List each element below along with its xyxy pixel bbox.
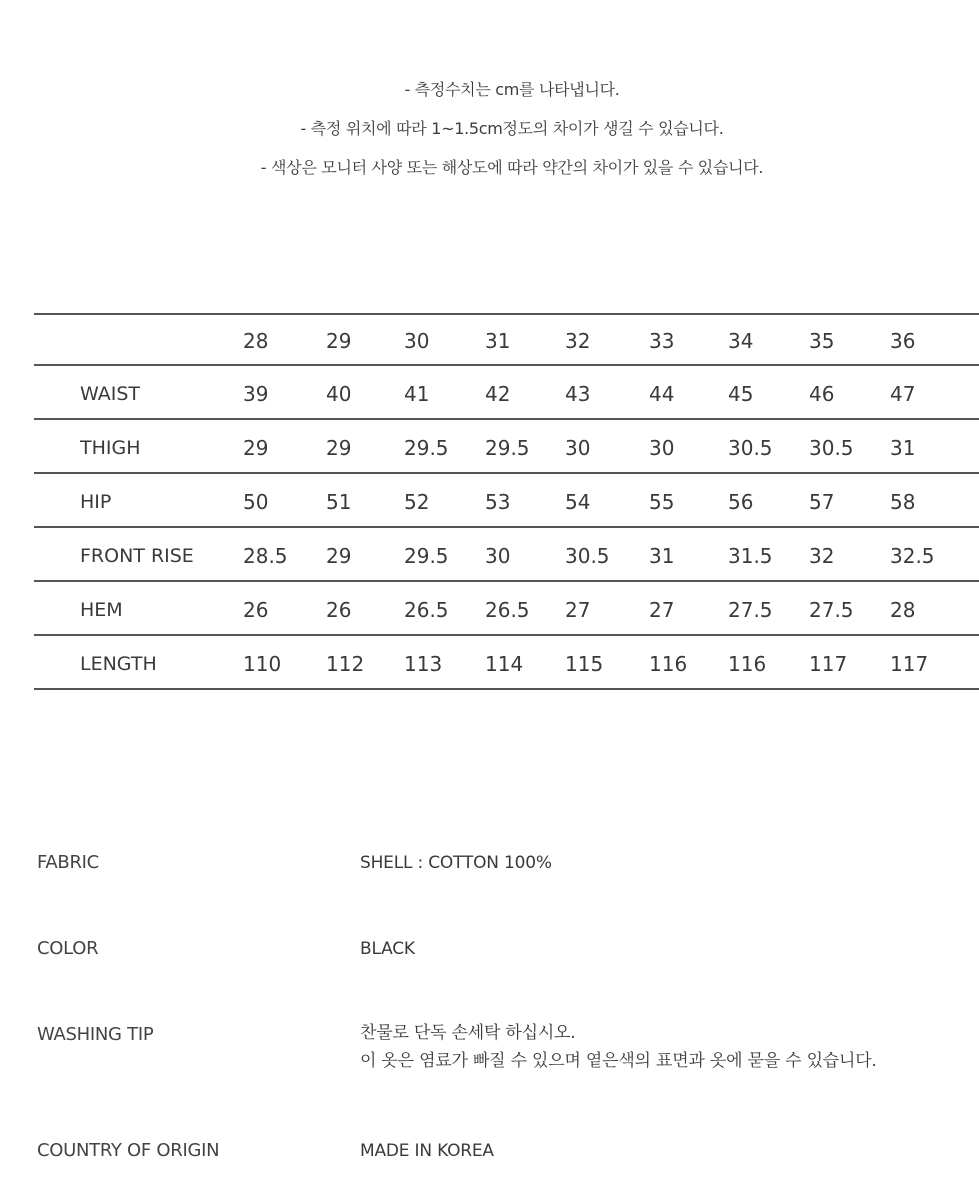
- measurement-row: [34, 527, 979, 581]
- note-line: - 색상은 모니터 사양 또는 해상도에 따라 약간의 차이가 있을 수 있습니다.: [260, 158, 764, 177]
- size-header-cell: 35: [809, 314, 890, 365]
- measurement-value: 27.5: [809, 581, 890, 635]
- fabric-label: FABRIC: [37, 852, 99, 873]
- measurement-value: 116: [728, 635, 809, 689]
- measurement-value: 32.5: [890, 527, 979, 581]
- measurement-value: 45: [728, 365, 809, 419]
- washing-label: WASHING TIP: [37, 1024, 154, 1045]
- measurement-value: 53: [485, 473, 565, 527]
- measurement-value: 56: [728, 473, 809, 527]
- measurement-value: 52: [404, 473, 485, 527]
- measurement-value: 112: [326, 635, 404, 689]
- measurement-label: THIGH: [34, 419, 243, 473]
- measurement-value: 29: [326, 419, 404, 473]
- measurement-value: 27.5: [728, 581, 809, 635]
- measurement-row: [34, 419, 979, 473]
- measurement-row: [34, 473, 979, 527]
- measurement-value: 42: [485, 365, 565, 419]
- measurement-value: 29: [326, 527, 404, 581]
- measurement-value: 27: [649, 581, 728, 635]
- measurement-value: 30: [485, 527, 565, 581]
- measurement-row: [34, 581, 979, 635]
- measurement-label: HIP: [34, 473, 243, 527]
- measurement-value: 29.5: [485, 419, 565, 473]
- measurement-notes: [0, 70, 979, 187]
- size-header-cell: 28: [243, 314, 326, 365]
- measurement-value: 110: [243, 635, 326, 689]
- measurement-value: 29: [243, 419, 326, 473]
- header-corner-cell: [34, 314, 243, 365]
- measurement-value: 115: [565, 635, 649, 689]
- measurement-value: 29.5: [404, 527, 485, 581]
- measurement-label: WAIST: [34, 365, 243, 419]
- measurement-value: 43: [565, 365, 649, 419]
- measurement-value: 30.5: [565, 527, 649, 581]
- size-header-cell: 29: [326, 314, 404, 365]
- measurement-value: 31.5: [728, 527, 809, 581]
- measurement-value: 26: [243, 581, 326, 635]
- fabric-value: SHELL : COTTON 100%: [360, 853, 552, 873]
- origin-value: MADE IN KOREA: [360, 1141, 494, 1161]
- measurement-value: 26.5: [404, 581, 485, 635]
- measurement-value: 30.5: [728, 419, 809, 473]
- measurement-value: 57: [809, 473, 890, 527]
- measurement-value: 39: [243, 365, 326, 419]
- measurement-value: 116: [649, 635, 728, 689]
- measurement-value: 44: [649, 365, 728, 419]
- measurement-row: [34, 635, 979, 689]
- measurement-value: 117: [809, 635, 890, 689]
- measurement-value: 29.5: [404, 419, 485, 473]
- color-value: BLACK: [360, 939, 415, 959]
- measurement-value: 30: [565, 419, 649, 473]
- measurement-value: 40: [326, 365, 404, 419]
- size-header-cell: 34: [728, 314, 809, 365]
- note-line: - 측정수치는 cm를 나타냅니다.: [404, 80, 620, 99]
- measurement-value: 51: [326, 473, 404, 527]
- measurement-value: 32: [809, 527, 890, 581]
- measurement-value: 27: [565, 581, 649, 635]
- note-line: - 측정 위치에 따라 1~1.5cm정도의 차이가 생길 수 있습니다.: [300, 119, 724, 138]
- measurement-value: 30: [649, 419, 728, 473]
- measurement-value: 117: [890, 635, 979, 689]
- measurement-value: 46: [809, 365, 890, 419]
- measurement-value: 58: [890, 473, 979, 527]
- origin-label: COUNTRY OF ORIGIN: [37, 1140, 220, 1161]
- measurement-value: 28: [890, 581, 979, 635]
- size-header-cell: 31: [485, 314, 565, 365]
- size-header-cell: 33: [649, 314, 728, 365]
- measurement-label: LENGTH: [34, 635, 243, 689]
- measurement-label: FRONT RISE: [34, 527, 243, 581]
- measurement-value: 55: [649, 473, 728, 527]
- measurement-value: 54: [565, 473, 649, 527]
- color-label: COLOR: [37, 938, 99, 959]
- measurement-value: 26: [326, 581, 404, 635]
- size-header-cell: 36: [890, 314, 979, 365]
- measurement-value: 114: [485, 635, 565, 689]
- measurement-value: 28.5: [243, 527, 326, 581]
- measurement-value: 26.5: [485, 581, 565, 635]
- size-header-cell: 32: [565, 314, 649, 365]
- measurement-label: HEM: [34, 581, 243, 635]
- size-chart-table: [34, 313, 979, 690]
- size-header-row: [34, 314, 979, 365]
- size-header-cell: 30: [404, 314, 485, 365]
- measurement-value: 113: [404, 635, 485, 689]
- washing-line-2: 이 옷은 염료가 빠질 수 있으며 옅은색의 표면과 옷에 묻을 수 있습니다.: [360, 1051, 877, 1071]
- washing-line-1: 찬물로 단독 손세탁 하십시오.: [360, 1023, 576, 1043]
- measurement-row: [34, 365, 979, 419]
- measurement-value: 41: [404, 365, 485, 419]
- measurement-value: 47: [890, 365, 979, 419]
- measurement-value: 50: [243, 473, 326, 527]
- measurement-value: 31: [890, 419, 979, 473]
- measurement-value: 31: [649, 527, 728, 581]
- measurement-value: 30.5: [809, 419, 890, 473]
